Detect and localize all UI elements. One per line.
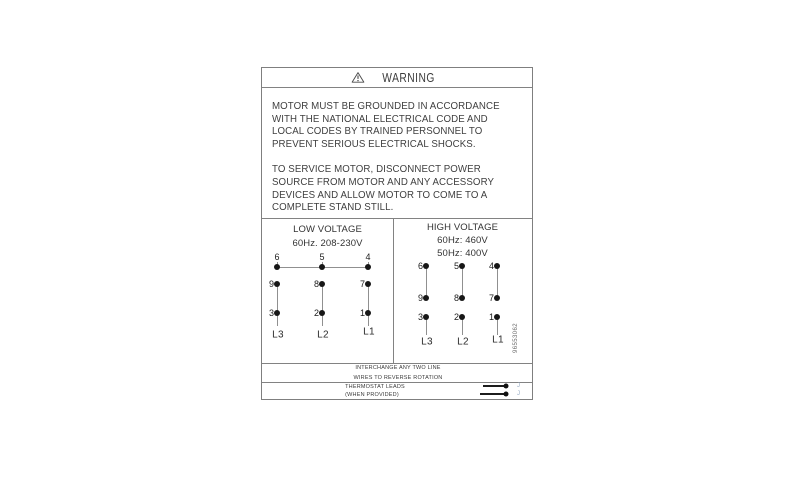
- thermostat-lead-j-label-2: J: [517, 391, 520, 397]
- lv-connector-8-2: [322, 284, 323, 326]
- lv-terminal-2-label: 2: [313, 308, 319, 318]
- hv-terminal-9-label: 9: [417, 293, 423, 303]
- hv-connector-5-8: [462, 266, 463, 298]
- warning-paragraphs: [272, 101, 522, 215]
- warning-header: [262, 68, 532, 87]
- thermostat-lead-dot-1: [504, 384, 509, 389]
- hv-terminal-5-dot: [459, 263, 465, 269]
- hv-terminal-6-label: 6: [417, 261, 423, 271]
- hv-terminal-5-label: 5: [453, 261, 459, 271]
- hv-terminal-8-label: 8: [453, 293, 459, 303]
- lv-terminal-9-dot: [274, 281, 280, 287]
- lv-terminal-5-dot: [319, 264, 325, 270]
- thermostat-note-line1: THERMOSTAT LEADS: [345, 384, 405, 390]
- lv-line-label-l2: L2: [317, 329, 329, 341]
- lv-terminal-7-dot: [365, 281, 371, 287]
- lv-terminal-2-dot: [319, 310, 325, 316]
- high-voltage-title: [393, 221, 532, 260]
- lv-terminal-8-dot: [319, 281, 325, 287]
- hv-line-label-l1: L1: [492, 334, 504, 346]
- warning-text-line: COMPLETE STAND STILL.: [272, 202, 394, 214]
- hv-terminal-4-dot: [494, 263, 500, 269]
- low-voltage-title-line: LOW VOLTAGE: [293, 224, 362, 235]
- hv-terminal-6-dot: [423, 263, 429, 269]
- hv-terminal-4-label: 4: [488, 261, 494, 271]
- high-voltage-subtitle-50hz: 50Hz: 400V: [437, 248, 488, 259]
- grounding-warning-paragraph: [272, 101, 522, 151]
- hv-terminal-1-dot: [494, 314, 500, 320]
- rotation-note-line1: INTERCHANGE ANY TWO LINE: [355, 365, 441, 371]
- wiring-diagrams-section: [262, 219, 532, 363]
- high-voltage-title-line: HIGH VOLTAGE: [426, 222, 499, 233]
- lv-terminal-6-dot: [274, 264, 280, 270]
- lv-connector-7-1: [368, 284, 369, 326]
- thermostat-note-section: [262, 383, 532, 399]
- lv-terminal-1-label: 1: [359, 308, 365, 318]
- lv-terminal-3-dot: [274, 310, 280, 316]
- thermostat-lead-dot-2: [504, 392, 509, 397]
- hv-connector-6-9: [426, 266, 427, 298]
- low-voltage-subtitle: 60Hz. 208-230V: [292, 237, 363, 249]
- part-number-vertical: 96553062: [513, 323, 519, 353]
- thermostat-lead-line-2: [480, 393, 505, 395]
- warning-text-line: WITH THE NATIONAL ELECTRICAL CODE AND: [272, 113, 488, 125]
- lv-connector-9-3: [277, 284, 278, 326]
- hv-terminal-3-label: 3: [417, 312, 423, 322]
- hv-terminal-8-dot: [459, 295, 465, 301]
- hv-connector-4-7: [497, 266, 498, 298]
- warning-title: WARNING: [382, 71, 435, 85]
- service-warning-paragraph: [272, 164, 522, 214]
- lv-terminal-6-label: 6: [274, 252, 280, 262]
- low-voltage-title: [262, 223, 393, 250]
- rotation-note-section: [262, 364, 532, 382]
- thermostat-lead-j-label-1: J: [517, 383, 520, 389]
- hv-line-label-l3: L3: [421, 336, 433, 348]
- thermostat-note-line2: (WHEN PROVIDED): [345, 392, 399, 398]
- rotation-note-line2: WIRES TO REVERSE ROTATION: [353, 375, 443, 381]
- warning-text-line: LOCAL CODES BY TRAINED PERSONNEL TO: [272, 126, 483, 138]
- hv-terminal-3-dot: [423, 314, 429, 320]
- lv-line-label-l1: L1: [363, 326, 375, 338]
- thermostat-lead-line-1: [483, 385, 505, 387]
- hv-terminal-1-label: 1: [488, 312, 494, 322]
- hv-terminal-2-label: 2: [453, 312, 459, 322]
- lv-terminal-4-label: 4: [365, 252, 371, 262]
- lv-terminal-3-label: 3: [268, 308, 274, 318]
- hv-terminal-9-dot: [423, 295, 429, 301]
- motor-warning-label: [261, 67, 533, 400]
- lv-terminal-9-label: 9: [268, 279, 274, 289]
- lv-terminal-1-dot: [365, 310, 371, 316]
- warning-text-line: DEVICES AND ALLOW MOTOR TO COME TO A: [272, 189, 488, 201]
- lv-terminal-5-label: 5: [319, 252, 325, 262]
- hv-line-label-l2: L2: [457, 336, 469, 348]
- warning-text-line: MOTOR MUST BE GROUNDED IN ACCORDANCE: [272, 101, 500, 112]
- header-divider: [262, 87, 532, 88]
- warning-text-line: TO SERVICE MOTOR, DISCONNECT POWER: [272, 164, 481, 176]
- hv-terminal-2-dot: [459, 314, 465, 320]
- warning-text-line: PREVENT SERIOUS ELECTRICAL SHOCKS.: [272, 138, 476, 150]
- lv-terminal-4-dot: [365, 264, 371, 270]
- hv-terminal-7-dot: [494, 295, 500, 301]
- lv-terminal-8-label: 8: [313, 279, 319, 289]
- warning-text-line: SOURCE FROM MOTOR AND ANY ACCESSORY: [272, 176, 495, 188]
- lv-terminal-7-label: 7: [359, 279, 365, 289]
- high-voltage-subtitle-60hz: 60Hz: 460V: [437, 235, 488, 246]
- lv-line-label-l3: L3: [272, 329, 284, 341]
- hv-terminal-7-label: 7: [488, 293, 494, 303]
